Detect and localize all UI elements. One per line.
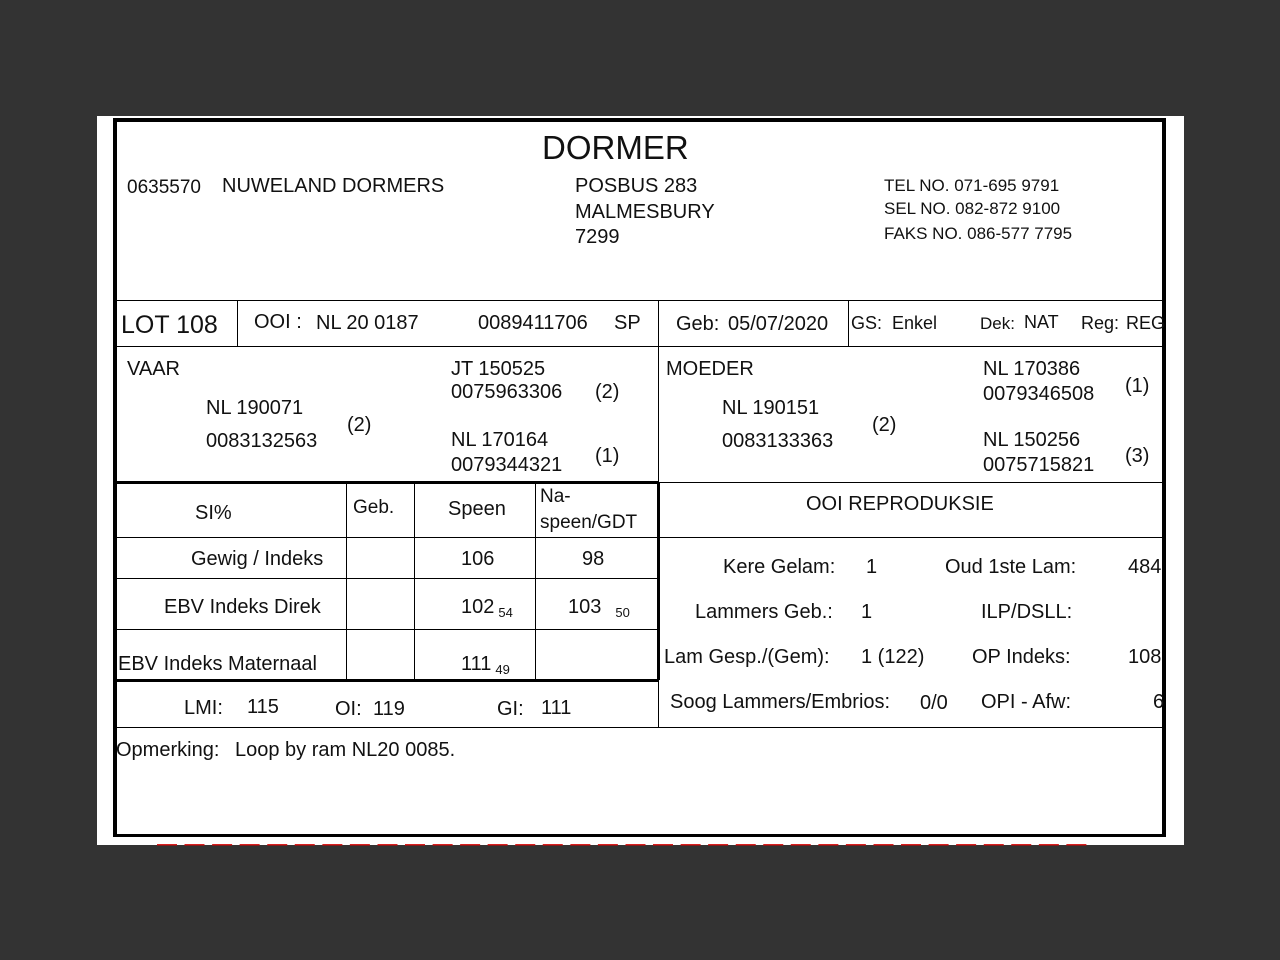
birth-label: Geb:: [676, 313, 720, 335]
opi-label: OPI - Afw:: [981, 691, 1072, 713]
dek-label: Dek:: [980, 314, 1015, 333]
moeder-dam-id: NL 150256: [983, 429, 1081, 451]
moeder-number: 0083133363: [722, 430, 834, 452]
divider: [657, 482, 660, 680]
moeder-dam-number: 0075715821: [983, 454, 1095, 476]
vaar-sire-id: JT 150525: [451, 358, 546, 380]
speen-sub-value: 54: [498, 605, 513, 620]
divider: [117, 629, 659, 630]
divider: [117, 346, 1166, 347]
cut-off-warning-line: — — — — — — — — — — — — — — — — — — — — — — — — — — — — — — — — — —: [157, 833, 1088, 855]
divider: [117, 679, 659, 682]
breed-title: DORMER: [542, 129, 689, 166]
si-row-label: EBV Indeks Maternaal: [118, 653, 317, 675]
divider: [237, 300, 238, 346]
moeder-dam-count: (3): [1125, 445, 1150, 467]
si-naspeen-value: 98: [582, 548, 605, 570]
contact-line: FAKS NO. 086-577 7795: [884, 224, 1073, 243]
reproduction-title: OOI REPRODUKSIE: [806, 493, 994, 515]
si-naspeen-value: [568, 596, 630, 620]
si-row-label: EBV Indeks Direk: [164, 596, 321, 618]
speen-value: 102: [461, 596, 495, 618]
naspeen-value: 103: [568, 596, 602, 618]
kere-label: Kere Gelam:: [723, 556, 836, 578]
breeder-name: NUWELAND DORMERS: [222, 175, 445, 197]
lot-card-sheet: [97, 116, 1184, 855]
address-line: 7299: [575, 226, 620, 248]
divider: [346, 482, 347, 680]
naspeen-sub-value: 50: [615, 605, 630, 620]
lot-number: LOT 108: [121, 311, 218, 339]
opi-value: 6: [1153, 691, 1165, 713]
contact-line: SEL NO. 082-872 9100: [884, 199, 1061, 218]
kere-value: 1: [866, 556, 878, 578]
ooi-label: OOI :: [254, 311, 302, 333]
oud-label: Oud 1ste Lam:: [945, 556, 1077, 578]
divider: [658, 680, 659, 728]
soog-label: Soog Lammers/Embrios:: [670, 691, 891, 713]
remark-text: Loop by ram NL20 0085.: [235, 739, 456, 761]
divider: [117, 578, 659, 579]
divider: [117, 727, 1166, 728]
divider: [117, 537, 1166, 538]
oud-value: 484: [1128, 556, 1162, 578]
vaar-sire-count: (2): [595, 381, 620, 403]
op-label: OP Indeks:: [972, 646, 1071, 668]
si-row-label: Gewig / Indeks: [191, 548, 324, 570]
divider: [848, 300, 849, 346]
si-speen-value: [461, 596, 513, 620]
speen-value: 111: [461, 653, 492, 675]
vaar-sire-number: 0075963306: [451, 381, 563, 403]
moeder-sire-number: 0079346508: [983, 383, 1095, 405]
speen-header: Speen: [448, 498, 506, 520]
vaar-id: NL 190071: [206, 397, 304, 419]
gi-label: GI:: [497, 698, 524, 720]
divider: [658, 346, 659, 482]
ilp-label: ILP/DSLL:: [981, 601, 1073, 623]
vaar-dam-number: 0079344321: [451, 454, 563, 476]
vaar-dam-count: (1): [595, 445, 620, 467]
naspeen-header: Na-: [540, 486, 571, 507]
address-line: MALMESBURY: [575, 201, 715, 223]
si-speen-value: [461, 653, 510, 677]
moeder-label: MOEDER: [666, 358, 754, 380]
moeder-sire-count: (1): [1125, 375, 1150, 397]
lot-card: [113, 118, 1166, 837]
ooi-id: NL 20 0187: [316, 312, 419, 334]
lmi-value: 115: [247, 696, 279, 718]
grade: SP: [614, 312, 641, 334]
divider: [658, 300, 659, 346]
lammers-value: 1: [861, 601, 873, 623]
lmi-label: LMI:: [184, 697, 223, 719]
divider: [414, 482, 415, 680]
contact-line: TEL NO. 071-695 9791: [884, 176, 1060, 195]
birth-date: 05/07/2020: [728, 313, 829, 335]
vaar-number: 0083132563: [206, 430, 318, 452]
registration-number: 0089411706: [478, 312, 588, 334]
lam-label: Lam Gesp./(Gem):: [664, 646, 830, 668]
divider: [117, 300, 1166, 301]
breeder-number: 0635570: [127, 177, 201, 198]
reg-label: Reg:: [1081, 313, 1120, 333]
moeder-id: NL 190151: [722, 397, 820, 419]
lammers-label: Lammers Geb.:: [695, 601, 833, 623]
gi-value: 111: [541, 697, 572, 719]
moeder-sire-id: NL 170386: [983, 358, 1081, 380]
vaar-dam-id: NL 170164: [451, 429, 549, 451]
gs-value: Enkel: [892, 313, 938, 333]
lam-value: 1 (122): [861, 646, 925, 668]
oi-value: 119: [373, 698, 405, 720]
gs-label: GS:: [851, 313, 883, 333]
dek-value: NAT: [1024, 312, 1059, 332]
si-speen-value: 106: [461, 548, 495, 570]
moeder-count: (2): [872, 414, 897, 436]
vaar-label: VAAR: [127, 358, 180, 380]
reg-value: REG: [1126, 313, 1166, 333]
op-value: 108: [1128, 646, 1162, 668]
naspeen-header: speen/GDT: [540, 512, 638, 533]
divider: [535, 482, 536, 680]
si-header: SI%: [195, 502, 232, 524]
divider: [117, 481, 659, 484]
speen-sub-value: 49: [495, 662, 510, 677]
geb-header: Geb.: [353, 497, 395, 518]
oi-label: OI:: [335, 698, 362, 720]
soog-value: 0/0: [920, 692, 948, 714]
remark-label: Opmerking:: [116, 739, 220, 761]
address-line: POSBUS 283: [575, 175, 698, 197]
vaar-count: (2): [347, 414, 372, 436]
